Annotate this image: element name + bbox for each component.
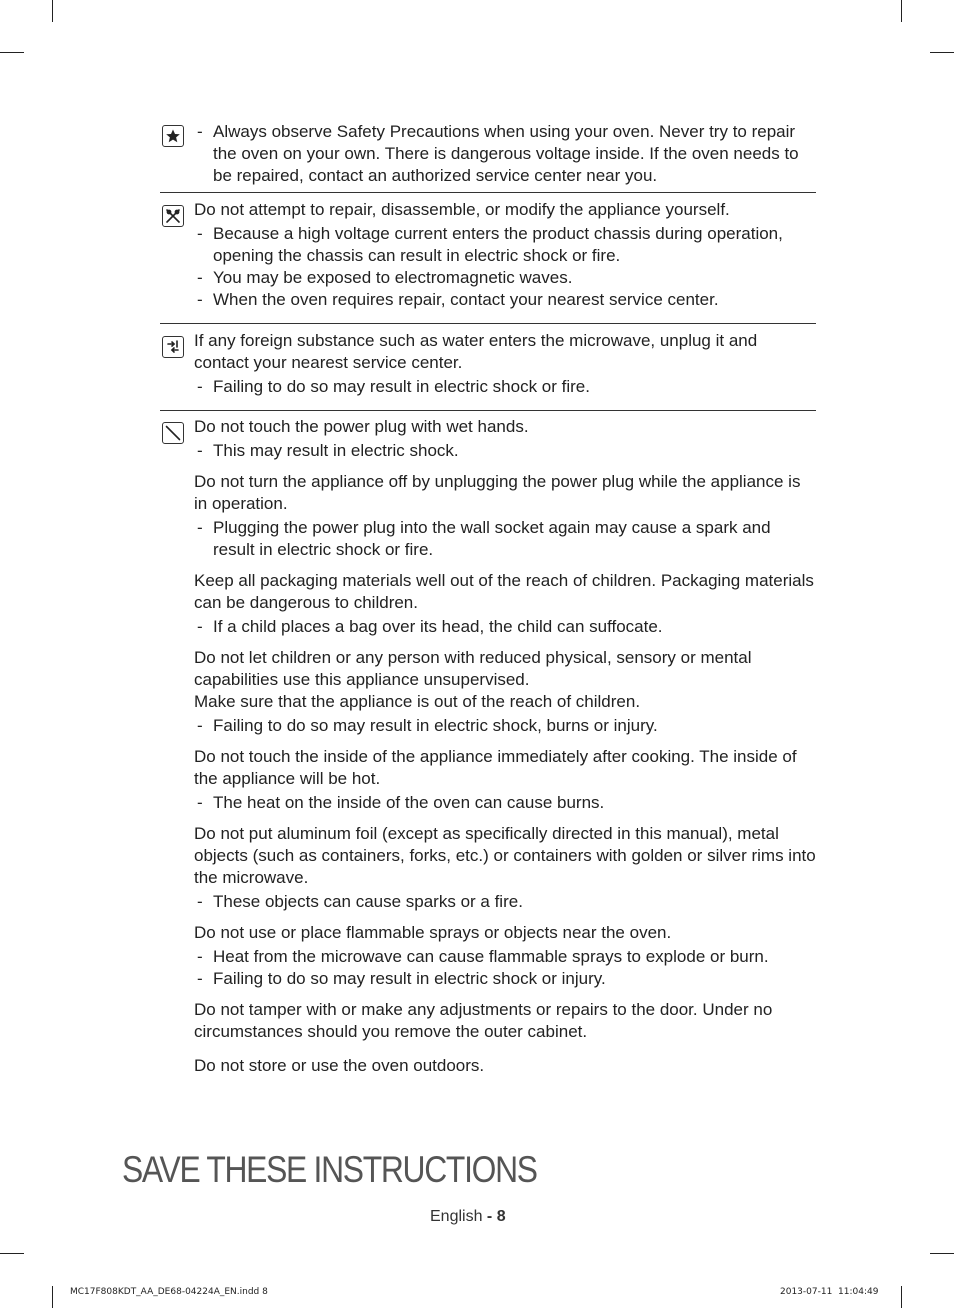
instruction-group xyxy=(194,121,816,187)
bullet-item: - Failing to do so may result in electric shock or injury. xyxy=(194,968,816,990)
bullet-item: - Always observe Safety Precautions when using your oven. Never try to repair the oven on your own. There is dangerous voltage inside. If the oven needs to be repaired, contact an authorized service center near you. xyxy=(194,121,816,187)
instruction-text: Do not let children or any person with reduced physical, sensory or mental capabilities use this appliance unsupervised. xyxy=(194,648,752,689)
page-language: English xyxy=(430,1208,483,1225)
bullet-item: - Failing to do so may result in electric shock, burns or injury. xyxy=(194,715,816,737)
crop-mark xyxy=(930,1253,954,1254)
instruction-group xyxy=(194,999,816,1043)
print-footer-timestamp: 2013-07-11 ￼ 11:04:49 xyxy=(780,1287,879,1297)
crop-mark xyxy=(0,1253,24,1254)
instruction-group xyxy=(194,823,816,913)
print-footer-file: MC17F808KDT_AA_DE68-04224A_EN.indd 8 xyxy=(70,1287,268,1297)
instruction-group xyxy=(194,416,816,462)
instruction-text: Keep all packaging materials well out of the reach of children. Packaging materials can be dangerous to children. xyxy=(194,571,814,612)
instruction-text: Do not store or use the oven outdoors. xyxy=(194,1056,485,1075)
instruction-text: Do not put aluminum foil (except as specifically directed in this manual), metal objects (such as containers, forks, etc.) or containers with golden or silver rims into the microwave. xyxy=(194,824,816,887)
bullet-item: - These objects can cause sparks or a fire. xyxy=(194,891,816,913)
instruction-text: Do not use or place flammable sprays or objects near the oven. xyxy=(194,923,672,942)
bullet-item: - You may be exposed to electromagnetic waves. xyxy=(194,267,816,289)
instruction-text: Do not turn the appliance off by unplugging the power plug while the appliance is in operation. xyxy=(194,472,801,513)
page-number xyxy=(430,1208,506,1226)
instruction-group xyxy=(194,570,816,638)
star-icon xyxy=(162,125,184,147)
crop-mark xyxy=(52,0,53,22)
crop-mark xyxy=(52,1286,53,1308)
bullet-item: - When the oven requires repair, contact your nearest service center. xyxy=(194,289,816,311)
bullet-item: - If a child places a bag over its head, the child can suffocate. xyxy=(194,616,816,638)
section-content xyxy=(194,416,816,1086)
crop-mark xyxy=(0,52,24,53)
bullet-item: - Plugging the power plug into the wall socket again may cause a spark and result in electric shock or fire. xyxy=(194,517,816,561)
crop-mark xyxy=(901,0,902,22)
instruction-text: Make sure that the appliance is out of the reach of children. xyxy=(194,692,641,711)
bullet-item: - Because a high voltage current enters the product chassis during operation, opening the chassis can result in electric shock or fire. xyxy=(194,223,816,267)
section-content xyxy=(194,199,816,320)
instruction-group xyxy=(194,330,816,398)
page-separator: - xyxy=(482,1208,497,1225)
instruction-group xyxy=(194,1055,816,1077)
section-content xyxy=(194,119,816,196)
instruction-group xyxy=(194,471,816,561)
instruction-text: Do not tamper with or make any adjustments or repairs to the door. Under no circumstances should you remove the outer cabinet. xyxy=(194,1000,773,1041)
bullet-item: - The heat on the inside of the oven can cause burns. xyxy=(194,792,816,814)
instruction-text: If any foreign substance such as water enters the microwave, unplug it and contact your nearest service center. xyxy=(194,331,758,372)
page-title: SAVE THESE INSTRUCTIONS xyxy=(122,1149,537,1190)
crop-mark xyxy=(930,52,954,53)
instruction-group xyxy=(194,199,816,311)
section-divider xyxy=(160,323,816,324)
prohibited-icon xyxy=(162,422,184,444)
instruction-text: Do not attempt to repair, disassemble, or modify the appliance yourself. xyxy=(194,200,730,219)
instruction-text: Do not touch the inside of the appliance immediately after cooking. The inside of the appliance will be hot. xyxy=(194,747,797,788)
crop-mark xyxy=(901,1286,902,1308)
instruction-text: Do not touch the power plug with wet hands. xyxy=(194,417,529,436)
section-content xyxy=(194,330,816,407)
bullet-item: - This may result in electric shock. xyxy=(194,440,816,462)
bullet-item: - Failing to do so may result in electric shock or fire. xyxy=(194,376,816,398)
unplug-icon xyxy=(162,336,184,358)
section-divider xyxy=(160,192,816,193)
instruction-group xyxy=(194,922,816,990)
instruction-group xyxy=(194,647,816,737)
page-number-value: 8 xyxy=(496,1208,506,1225)
section-divider xyxy=(160,410,816,411)
instruction-group xyxy=(194,746,816,814)
no-disassemble-icon xyxy=(162,205,184,227)
bullet-item: - Heat from the microwave can cause flammable sprays to explode or burn. xyxy=(194,946,816,968)
